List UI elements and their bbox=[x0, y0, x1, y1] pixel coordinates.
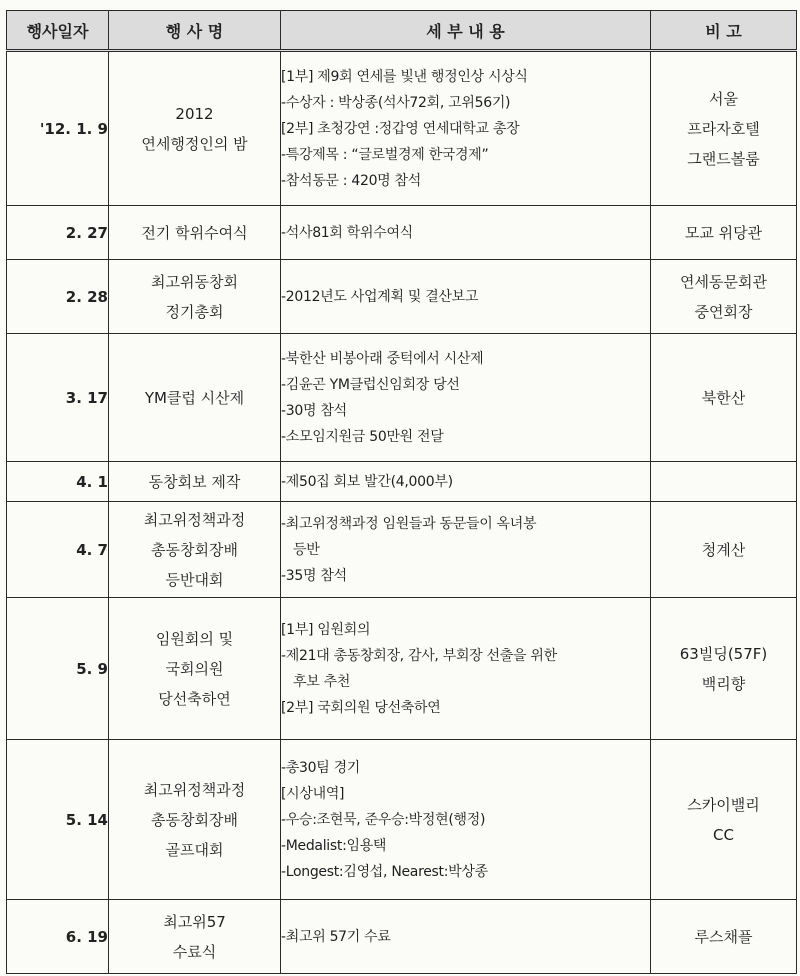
detail-line: -제50집 회보 발간(4,000부) bbox=[281, 473, 453, 490]
remark-line: 그랜드볼룸 bbox=[687, 149, 760, 168]
event-details bbox=[281, 900, 651, 974]
event-date: 5. 14 bbox=[7, 740, 109, 900]
event-name-line: 골프대회 bbox=[165, 840, 224, 859]
detail-line: -북한산 비봉아래 중턱에서 시산제 bbox=[281, 350, 484, 367]
event-details bbox=[281, 51, 651, 206]
event-name-line: 연세행정인의 밤 bbox=[141, 134, 248, 153]
remark-line: 북한산 bbox=[701, 388, 746, 407]
detail-line: [2부] 국회의원 당선축하연 bbox=[281, 699, 441, 716]
event-name bbox=[109, 462, 281, 502]
event-remarks bbox=[651, 598, 797, 740]
detail-line: [시상내역] bbox=[281, 785, 345, 802]
event-details bbox=[281, 740, 651, 900]
event-remarks bbox=[651, 900, 797, 974]
table-row bbox=[7, 260, 797, 334]
event-name-line: 최고위57 bbox=[163, 912, 226, 931]
event-name-line: 국회의원 bbox=[165, 659, 224, 678]
event-remarks bbox=[651, 51, 797, 206]
event-name-line: 최고위정책과정 bbox=[143, 780, 246, 799]
event-details bbox=[281, 206, 651, 260]
table-row bbox=[7, 740, 797, 900]
remark-line: 중연회장 bbox=[694, 302, 753, 321]
event-name bbox=[109, 334, 281, 462]
event-name-line: 최고위동창회 bbox=[151, 272, 238, 291]
detail-line: 후보 추천 bbox=[293, 673, 351, 690]
remark-line: 63빌딩(57F) bbox=[679, 644, 768, 663]
event-remarks bbox=[651, 206, 797, 260]
detail-line: -Longest:김영섭, Nearest:박상종 bbox=[281, 863, 488, 880]
event-remarks bbox=[651, 502, 797, 598]
table-row bbox=[7, 206, 797, 260]
event-name-line: 정기총회 bbox=[165, 302, 224, 321]
detail-line: -2012년도 사업계획 및 결산보고 bbox=[281, 288, 479, 305]
table-row bbox=[7, 334, 797, 462]
event-details bbox=[281, 598, 651, 740]
detail-line: -석사81회 학위수여식 bbox=[281, 224, 413, 241]
table-row bbox=[7, 462, 797, 502]
event-date: 3. 17 bbox=[7, 334, 109, 462]
detail-line: -우승:조현묵, 준우승:박정현(행정) bbox=[281, 811, 486, 828]
event-name-line: 등반대회 bbox=[165, 570, 224, 589]
event-name bbox=[109, 740, 281, 900]
detail-line: -Medalist:임용택 bbox=[281, 837, 387, 854]
detail-line: -30명 참석 bbox=[281, 402, 347, 419]
event-remarks bbox=[651, 740, 797, 900]
event-date: 4. 7 bbox=[7, 502, 109, 598]
event-remarks bbox=[651, 260, 797, 334]
event-name-line: 전기 학위수여식 bbox=[141, 223, 248, 242]
detail-line: -총30팀 경기 bbox=[281, 759, 361, 776]
detail-line: -소모임지원금 50만원 전달 bbox=[281, 428, 444, 445]
detail-line: -수상자 : 박상종(석사72회, 고위56기) bbox=[281, 94, 511, 111]
event-name-line: YM클럽 시산제 bbox=[144, 388, 245, 407]
remark-line: 서울 bbox=[709, 89, 738, 108]
event-details bbox=[281, 462, 651, 502]
remark-line: CC bbox=[713, 825, 734, 844]
event-name-line: 수료식 bbox=[172, 942, 217, 961]
detail-line: 등반 bbox=[293, 541, 320, 558]
remark-line: 모교 위당관 bbox=[684, 223, 763, 242]
event-name-line: 동창회보 제작 bbox=[148, 472, 241, 491]
header-event-name: 행 사 명 bbox=[109, 11, 281, 51]
remark-line: 스카이밸리 bbox=[687, 795, 760, 814]
table-row bbox=[7, 598, 797, 740]
detail-line: -참석동문 : 420명 참석 bbox=[281, 172, 422, 189]
detail-line: -특강제목 : “글로벌경제 한국경제” bbox=[281, 146, 489, 163]
table-row bbox=[7, 502, 797, 598]
event-name-line: 최고위정책과정 bbox=[143, 510, 246, 529]
event-date: 6. 19 bbox=[7, 900, 109, 974]
events-table bbox=[6, 10, 797, 974]
header-date: 행사일자 bbox=[7, 11, 109, 51]
remark-line: 백리향 bbox=[701, 674, 746, 693]
detail-line: -김윤곤 YM클럽신임회장 당선 bbox=[281, 376, 460, 393]
detail-line: -제21대 총동창회장, 감사, 부회장 선출을 위한 bbox=[281, 647, 557, 664]
event-name bbox=[109, 900, 281, 974]
event-name-line: 2012 bbox=[175, 104, 214, 123]
event-date: 4. 1 bbox=[7, 462, 109, 502]
detail-line: [1부] 임원회의 bbox=[281, 621, 371, 638]
event-name-line: 총동창회장배 bbox=[151, 810, 238, 829]
event-remarks bbox=[651, 462, 797, 502]
event-name-line: 총동창회장배 bbox=[151, 540, 238, 559]
event-date: 5. 9 bbox=[7, 598, 109, 740]
table-row bbox=[7, 51, 797, 206]
detail-line: -최고위정책과정 임원들과 동문들이 옥녀봉 bbox=[281, 515, 537, 532]
event-details bbox=[281, 260, 651, 334]
detail-line: -최고위 57기 수료 bbox=[281, 928, 391, 945]
event-remarks bbox=[651, 334, 797, 462]
table-row bbox=[7, 900, 797, 974]
event-name-line: 임원회의 및 bbox=[155, 629, 234, 648]
event-name bbox=[109, 260, 281, 334]
remark-line: 청계산 bbox=[701, 540, 746, 559]
remark-line: 연세동문회관 bbox=[680, 272, 767, 291]
detail-line: [2부] 초청강연 :정갑영 연세대학교 총장 bbox=[281, 120, 520, 137]
event-name-line: 당선축하연 bbox=[158, 689, 231, 708]
header-row bbox=[7, 11, 797, 51]
detail-line: -35명 참석 bbox=[281, 567, 347, 584]
event-date: 2. 27 bbox=[7, 206, 109, 260]
header-details: 세 부 내 용 bbox=[281, 11, 651, 51]
event-name bbox=[109, 502, 281, 598]
event-name bbox=[109, 598, 281, 740]
event-details bbox=[281, 334, 651, 462]
event-name bbox=[109, 51, 281, 206]
remark-line: 프라자호텔 bbox=[687, 119, 760, 138]
event-details bbox=[281, 502, 651, 598]
remark-line: 루스채플 bbox=[694, 927, 753, 946]
event-name bbox=[109, 206, 281, 260]
detail-line: [1부] 제9회 연세를 빛낸 행정인상 시상식 bbox=[281, 68, 528, 85]
header-remarks: 비 고 bbox=[651, 11, 797, 51]
event-date: '12. 1. 9 bbox=[7, 51, 109, 206]
event-date: 2. 28 bbox=[7, 260, 109, 334]
